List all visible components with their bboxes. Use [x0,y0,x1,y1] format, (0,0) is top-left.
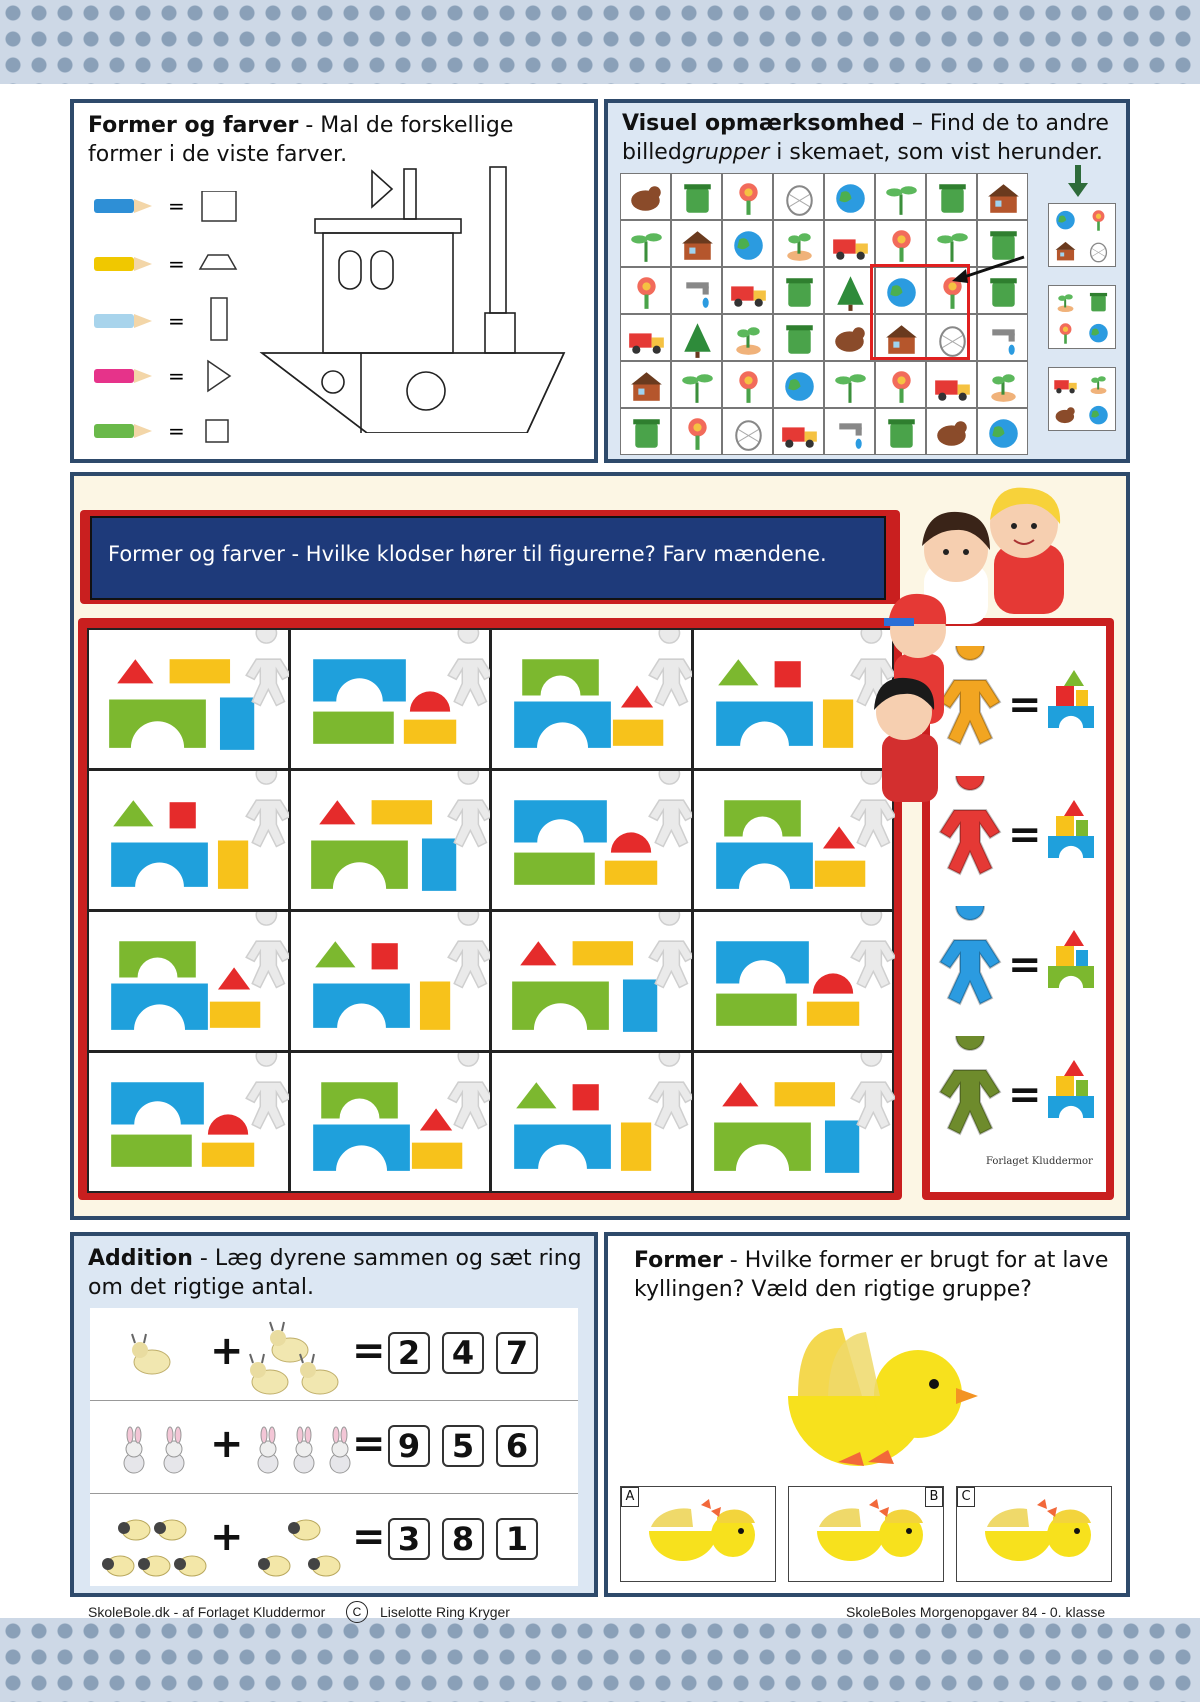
block-cell[interactable] [490,1051,693,1193]
pointer-arrow [948,251,1028,291]
addition-instruction: Addition - Læg dyrene sammen og sæt ring om det rigtige antal. [88,1246,582,1300]
block-set [311,771,492,891]
truck-icon [935,380,970,400]
bottom-pattern-band [0,1618,1200,1702]
flower-icon [1093,210,1105,230]
equals-sign: = [352,1514,386,1560]
boat-outline-drawing [259,163,579,433]
block-cell[interactable] [289,910,492,1052]
picture-cell [671,314,722,361]
addition-rows [90,1308,578,1586]
tap-icon [839,423,861,449]
block-cell[interactable] [692,1051,895,1193]
sheep-icon [288,1520,320,1540]
picture-cell [722,361,773,408]
picture-cell [875,361,926,408]
goat-icon [270,1322,308,1362]
block-set [514,1053,693,1171]
addition-panel [70,1232,598,1597]
answer-box[interactable]: 5 [442,1425,484,1467]
net-icon [1091,243,1107,261]
globe-icon [1089,324,1107,342]
picture-cell [875,408,926,455]
pencil-2 [94,252,236,276]
example-groups [1048,203,1118,453]
picture-cell [773,314,824,361]
truck-icon [833,239,868,259]
banner-text: Former og farver - Hvilke klodser hører til figurerne? Farv mændene. [108,542,827,566]
house-icon [1056,242,1076,260]
globe-icon [836,184,865,213]
child-black-hair [874,678,938,802]
picture-cell [671,173,722,220]
flower-icon [892,230,910,262]
bin-icon [633,419,660,448]
child-blonde [990,488,1064,614]
truck-icon [629,333,664,353]
chick-shapes-panel [604,1232,1130,1597]
equals-sign: = [352,1328,386,1374]
block-cell[interactable] [289,769,492,911]
tree-icon [684,323,711,358]
sheep-icon [174,1556,206,1576]
seedling-icon [991,374,1015,402]
shapes-colors-panel [70,99,598,463]
sprout-icon [682,374,713,403]
picture-cell [977,408,1028,455]
picture-cell [620,220,671,267]
block-cell[interactable] [490,769,693,911]
example-group [1048,285,1116,349]
picture-cell [620,267,671,314]
flower-icon [1060,323,1072,343]
copyright-icon: C [346,1601,368,1623]
net-icon [787,186,811,215]
globe-icon [1089,406,1107,424]
block-cell[interactable] [289,628,492,770]
block-set [313,912,492,1030]
picture-cell [722,220,773,267]
example-group [1048,367,1116,431]
option-label: C [957,1487,975,1507]
down-arrow-icon [1066,165,1090,199]
block-set [514,630,693,748]
key-equals: = [1008,942,1042,988]
block-set [716,912,895,1026]
footer-author: Liselotte Ring Kryger [380,1604,510,1620]
picture-cell [824,314,875,361]
picture-cell [824,267,875,314]
house-icon [682,231,713,260]
block-cell[interactable] [289,1051,492,1193]
bin-icon [684,184,711,213]
plus-sign: + [210,1421,244,1467]
flower-icon [739,183,757,215]
picture-cell [620,408,671,455]
publisher-logo: Forlaget Kluddermor [986,1156,1093,1167]
tap-icon [992,329,1014,355]
block-cell[interactable] [87,1051,290,1193]
plus-sign: + [210,1328,244,1374]
picture-cell [977,173,1028,220]
sheep-icon [138,1556,170,1576]
bird-icon [1056,407,1075,423]
chick-illustration [768,1316,988,1476]
gingerbread-figure-icon [940,906,1000,1004]
chick-option-b[interactable] [788,1486,944,1582]
option-label: A [621,1487,639,1507]
block-cell[interactable] [692,910,895,1052]
picture-cell [773,408,824,455]
svg-text:=: = [168,194,185,218]
sheep-icon [102,1556,134,1576]
equals-sign: = [352,1421,386,1467]
gingerbread-figure-icon [940,1036,1000,1134]
addition-row [90,1494,578,1586]
picture-cell [773,220,824,267]
plus-sign: + [210,1514,244,1560]
flower-icon [688,418,706,450]
bunny-icon [124,1427,144,1473]
block-set [111,1053,290,1167]
picture-cell [722,314,773,361]
blocks-grid [87,628,893,1192]
picture-cell [671,408,722,455]
visual-attention-panel [604,99,1130,463]
picture-cell [722,267,773,314]
goat-icon [300,1354,338,1394]
svg-text:=: = [168,252,185,276]
block-cell[interactable] [490,910,693,1052]
picture-cell [926,361,977,408]
bunny-icon [258,1427,278,1473]
svg-text:=: = [168,364,185,388]
svg-text:=: = [168,309,185,333]
pencil-4 [94,361,230,391]
addition-row [90,1308,578,1401]
picture-cell [977,361,1028,408]
pencil-1 [94,191,236,221]
key-row [930,906,1106,1026]
block-cell[interactable] [87,910,290,1052]
bunny-icon [330,1427,350,1473]
bunny-icon [164,1427,184,1473]
answer-box[interactable]: 4 [442,1332,484,1374]
bin-icon [939,184,966,213]
answer-box[interactable]: 1 [496,1518,538,1560]
pencil-3 [94,298,227,340]
sheep-icon [258,1556,290,1576]
bird-icon [835,327,865,351]
picture-cell [620,173,671,220]
picture-cell [824,220,875,267]
picture-cell [671,267,722,314]
shapes-colors-instruction: Former og farver - Mal de forskellige former i de viste farver. [88,113,514,167]
truck-icon [731,286,766,306]
chick-option-c[interactable] [956,1486,1112,1582]
block-set [512,912,693,1032]
picture-cell [824,173,875,220]
option-label: B [925,1487,943,1507]
bin-icon [786,325,813,354]
picture-cell [977,314,1028,361]
flower-icon [637,277,655,309]
blocks-panel [70,472,1130,1220]
picture-cell [824,408,875,455]
sheep-icon [308,1556,340,1576]
key-equals: = [1008,812,1042,858]
answer-box[interactable]: 7 [496,1332,538,1374]
block-set [714,1053,895,1173]
answer-box[interactable]: 6 [496,1425,538,1467]
bunny-icon [294,1427,314,1473]
seedling-icon [1091,376,1107,394]
picture-cell [824,361,875,408]
bin-icon [1090,293,1107,311]
block-cell[interactable] [87,769,290,911]
pencil-5 [94,419,228,443]
globe-icon [734,231,763,260]
truck-icon [1054,380,1076,393]
answer-box[interactable]: 8 [442,1518,484,1560]
block-cell[interactable] [87,628,290,770]
flower-icon [892,371,910,403]
globe-icon [1056,211,1074,229]
key-equals: = [1008,1072,1042,1118]
block-set [111,912,290,1030]
picture-cell [773,173,824,220]
seedling-icon [736,327,760,355]
globe-icon [989,419,1018,448]
sprout-icon [886,186,917,215]
sheep-icon [154,1520,186,1540]
bird-icon [631,186,661,210]
example-group [1048,203,1116,267]
picture-cell [620,314,671,361]
block-set [313,630,492,744]
footer-right: SkoleBoles Morgenopgaver 84 - 0. klasse [846,1604,1106,1620]
visual-attention-instruction: Visuel opmærksomhed – Find de to andre billedgrupper i skemaet, som vist herunder. [622,111,1109,165]
truck-icon [782,427,817,447]
net-icon [736,421,760,450]
block-set [514,771,693,885]
banner [90,516,886,600]
tap-icon [686,282,708,308]
children-illustration [834,484,1094,804]
answer-box[interactable]: 3 [388,1518,430,1560]
key-row [930,1036,1106,1156]
seedling-icon [787,233,811,261]
house-icon [631,372,662,401]
top-pattern-band [0,0,1200,84]
picture-cell [773,361,824,408]
chick-option-a[interactable] [620,1486,776,1582]
picture-cell [620,361,671,408]
block-set [109,630,290,750]
answer-box[interactable]: 2 [388,1332,430,1374]
footer-left: SkoleBole.dk - af Forlaget Kluddermor [88,1604,326,1620]
picture-cell [926,408,977,455]
goat-icon [132,1334,170,1374]
tree-icon [837,276,864,311]
picture-cell [773,267,824,314]
chick-options [620,1486,1120,1586]
picture-cell [926,173,977,220]
chick-shapes-instruction: Former - Hvilke former er brugt for at lave kyllingen? Væld den rigtige gruppe? [634,1248,1109,1302]
block-set [111,771,290,889]
sprout-icon [631,233,662,262]
seedling-icon [1058,294,1074,312]
picture-cell [875,220,926,267]
sprout-icon [835,374,866,403]
picture-cell [875,173,926,220]
picture-cell [671,361,722,408]
block-set [313,1053,492,1171]
picture-cell [671,220,722,267]
bird-icon [937,421,967,445]
globe-icon [785,372,814,401]
picture-cell [722,173,773,220]
house-icon [988,184,1019,213]
picture-cell [722,408,773,455]
sheep-icon [118,1520,150,1540]
answer-box[interactable]: 9 [388,1425,430,1467]
bin-icon [888,419,915,448]
flower-icon [739,371,757,403]
block-cell[interactable] [490,628,693,770]
addition-row [90,1401,578,1494]
svg-text:=: = [168,419,185,443]
key-equals: = [1008,682,1042,728]
bin-icon [786,278,813,307]
